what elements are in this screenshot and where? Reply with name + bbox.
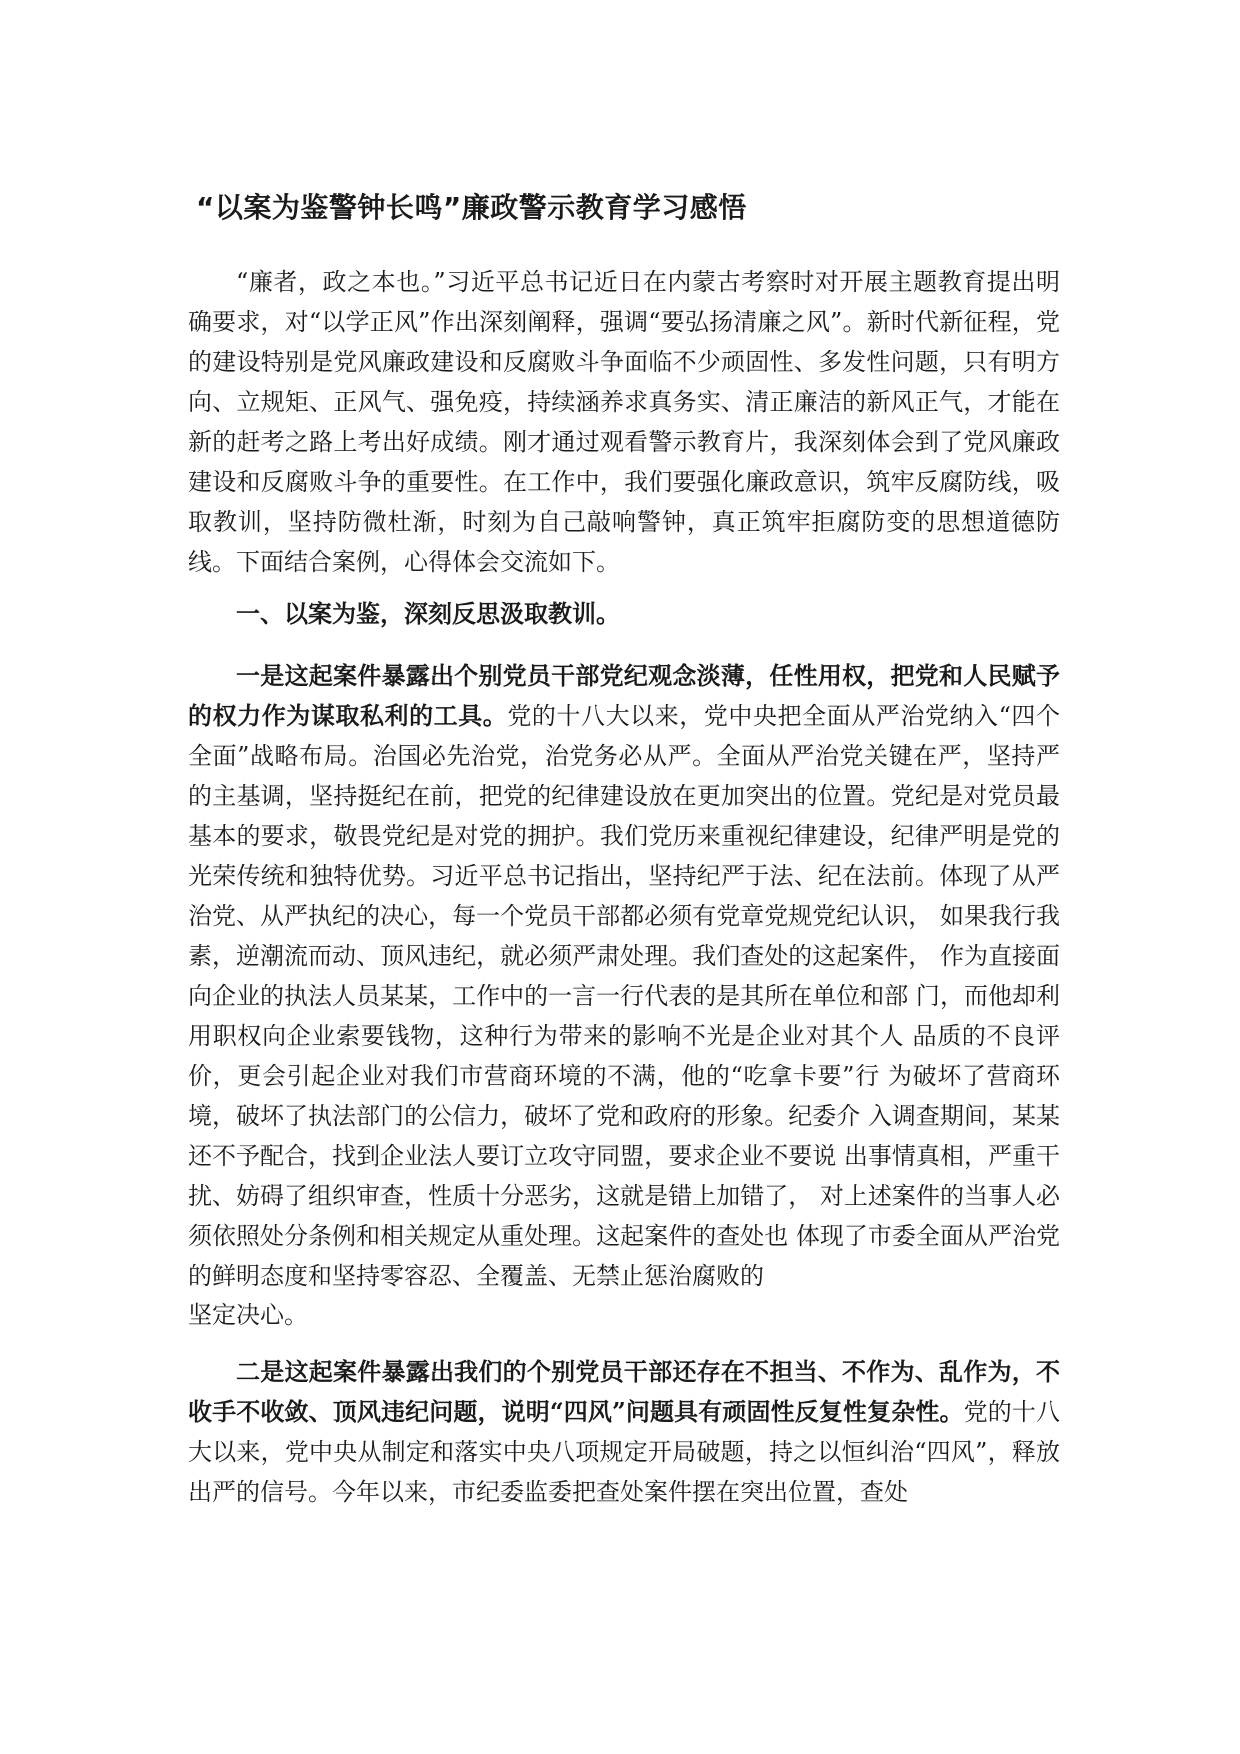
point-one-lead: 一是这起案件暴露出个别党员干部党纪观念淡薄，任性用权，把党和人民赋予的权力作为谋取私利的工具。 [188,661,1060,730]
section-heading: 一、以案为鉴，深刻反思汲取教训。 [236,599,620,628]
point-two-text: 党的十八大以来，党中央从制定和落实中央八项规定开局破题，持之以恒纠治“四风”，释放出严的信号。今年以来，市纪委监委把查处案件摆在突出位置，查处 [188,1398,1061,1506]
point-one-tail: 坚定决心。 [188,1301,308,1329]
document-title: “以案为鉴警钟长鸣”廉政警示教育学习感悟 [196,191,747,224]
point-one-text: 党的十八大以来，党中央把全面从严治党纳入“四个全面”战略布局。治国必先治党，治党务必从严。全面从严治党关键在严，坚持严的主基调，坚持挺纪在前，把党的纪律建设放在更加突出的位置。党纪是对党员最基本的要求，敬畏党纪是对党的拥护。我们党历来重视纪律建设，纪律严明是党的光荣传统和独特优势。习近平总书记指出，坚持纪严于法、纪在法前。体现了从严治党、从严执纪的决心，每一个党员干部都必须有党章党规党纪认识， 如果我行我素，逆潮流而动、顶风违纪，就必须严肃处理。我们查处的这起案件， 作为直接面向企业的执法人员某某，工作中的一言一行代表的是其所在单位和部 门，而他却利用职权向企业索要钱物，这种行为带来的影响不光是企业对其个人 品质的不良评价，更会引起企业对我们市营商环境的不满，他的“吃拿卡要”行 为破坏了营商环境，破坏了执法部门的公信力，破坏了党和政府的形象。纪委介 入调查期间，某某还不予配合，找到企业法人要订立攻守同盟，要求企业不要说 出事情真相，严重干扰、妨碍了组织审查，性质十分恶劣，这就是错上加错了， 对上述案件的当事人必须依照处分条例和相关规定从重处理。这起案件的查处也 体现了市委全面从严治党的鲜明态度和坚持零容忍、全覆盖、无禁止惩治腐败的 [188,702,1060,1290]
point-one-paragraph [188,656,1060,1296]
document-body [188,262,1060,1512]
intro-paragraph: “廉者，政之本也。”习近平总书记近日在内蒙古考察时对开展主题教育提出明确要求，对“以学正风”作出深刻阐释，强调“要弘扬清廉之风”。新时代新征程，党的建设特别是党风廉政建设和反腐败斗争面临不少顽固性、多发性问题，只有明方向、立规矩、正风气、强免疫，持续涵养求真务实、清正廉洁的新风正气，才能在新的赶考之路上考出好成绩。刚才通过观看警示教育片，我深刻体会到了党风廉政建设和反腐败斗争的重要性。在工作中，我们要强化廉政意识，筑牢反腐防线，吸取教训，坚持防微杜渐，时刻为自己敲响警钟，真正筑牢拒腐防变的思想道德防线。下面结合案例，心得体会交流如下。 [188,268,1060,576]
point-two-paragraph [188,1352,1060,1512]
point-two-lead: 二是这起案件暴露出我们的个别党员干部还存在不担当、不作为、乱作为，不收手不收敛、顶风违纪问题，说明“四风”问题具有顽固性反复性复杂性。 [188,1357,1060,1426]
